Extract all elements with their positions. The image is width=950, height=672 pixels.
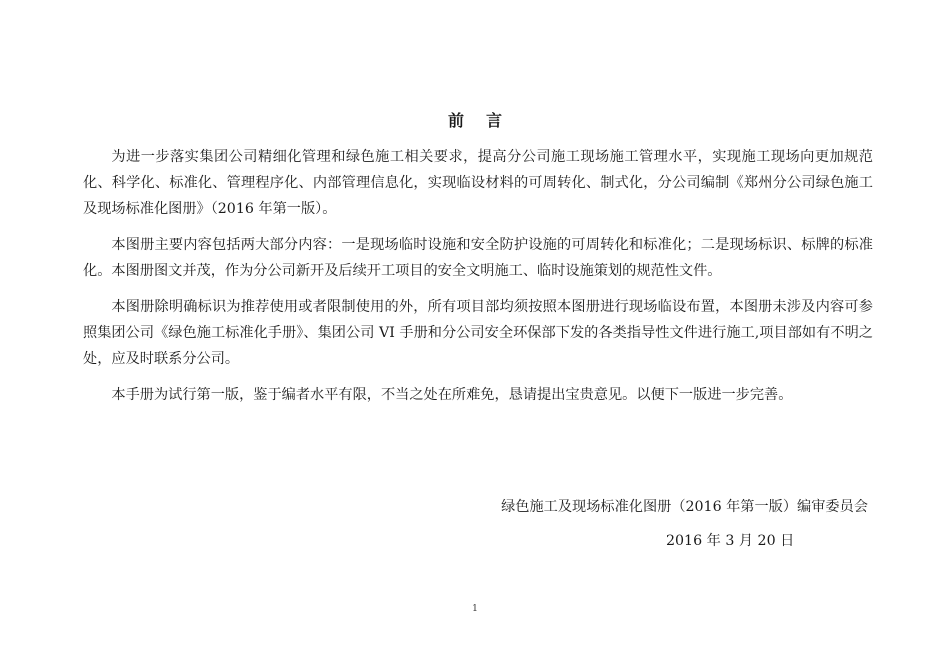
signature-date: 2016 年 3 月 20 日 [666, 533, 795, 549]
paragraph-3: 本图册除明确标识为推荐使用或者限制使用的外，所有项目部均须按照本图册进行现场临设布置，本图册未涉及内容可参照集团公司《绿色施工标准化手册》、集团公司 VI 手册和分公司安全环保部下发的各类指导性文件进行施工,项目部如有不明之处，应及时联系分公司。 [83, 299, 873, 367]
paragraph-2: 本图册主要内容包括两大部分内容：一是现场临时设施和安全防护设施的可周转化和标准化；二是现场标识、标牌的标准化。本图册图文并茂，作为分公司新开及后续开工项目的安全文明施工、临时设施策划的规范性文件。 [83, 237, 873, 279]
paragraph-1: 为进一步落实集团公司精细化管理和绿色施工相关要求，提高分公司施工现场施工管理水平，实现施工现场向更加规范化、科学化、标准化、管理程序化、内部管理信息化，实现临设材料的可周转化、制式化，分公司编制《郑州分公司绿色施工及现场标准化图册》（2016 年第一版）。 [83, 149, 873, 217]
signature-committee: 绿色施工及现场标准化图册（2016 年第一版）编审委员会 [501, 499, 868, 515]
paragraph-4: 本手册为试行第一版，鉴于编者水平有限，不当之处在所难免，恳请提出宝贵意见。以便下一版进一步完善。 [111, 387, 793, 403]
page-number: 1 [472, 604, 478, 614]
body-text [83, 144, 873, 418]
title-char-1: 前 [447, 111, 464, 130]
page-title [0, 108, 950, 131]
title-char-2: 言 [486, 111, 503, 130]
